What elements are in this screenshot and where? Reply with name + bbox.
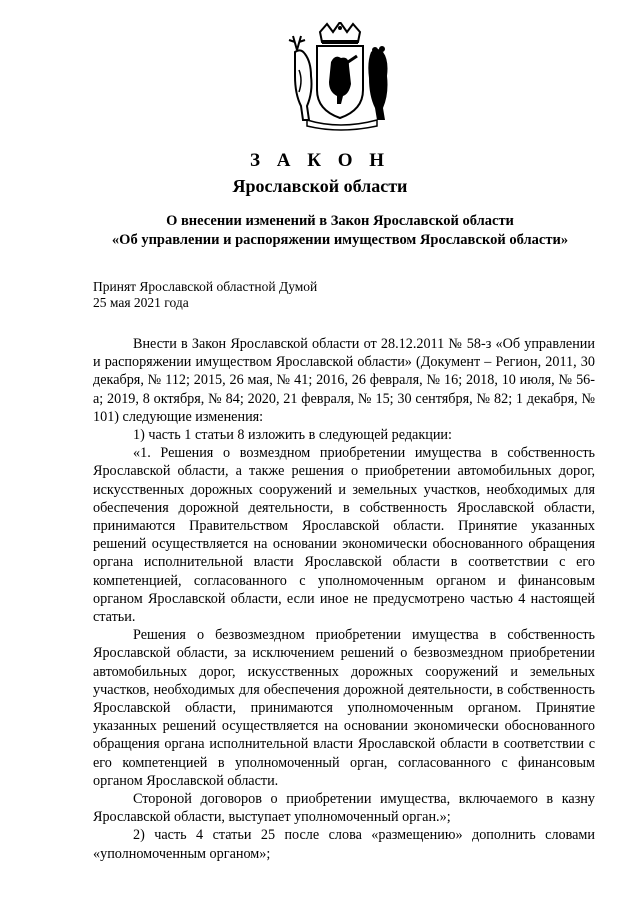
adoption-body: Принят Ярославской областной Думой xyxy=(93,279,318,294)
adoption-note xyxy=(93,279,317,311)
paragraph: «1. Решения о возмездном приобретении имущества в собственность Ярославской области, а также решения о приобретении автомобильных дорог, искусственных дорожных сооружений и земельных участков, необходимых для обеспечения дорожной деятельности, в собственность Ярославской области, принимаются Правительством Ярославской области. Принятие указанных решений осуществляется на основании экономически обоснованного обращения органа исполнительной власти Ярославской области в соответствии с его компетенцией, согласованного с уполномоченным органом и финансовым органом Ярославской области, если иное не предусмотрено частью 4 настоящей статьи. xyxy=(93,445,595,626)
paragraph: 1) часть 1 статьи 8 изложить в следующей редакции: xyxy=(133,427,452,444)
law-title: З А К О Н xyxy=(249,150,391,171)
paragraph: Решения о безвозмездном приобретении имущества в собственность Ярославской области, за исключением решений о безвозмездном приобретении автомобильных дорог, искусственных дорожных сооружений и земельных участков, необходимых для обеспечения дорожной деятельности, в собственность Ярославской области, принимаются уполномоченным органом. Принятие указанных решений осуществляется на основании экономически обоснованного обращения органа исполнительной власти Ярославской области в соответствии с его компетенцией в уполномоченный орган, согласованного с финансовым органом Ярославской области. xyxy=(93,627,595,789)
yaroslavl-coat-of-arms-icon xyxy=(285,22,395,132)
adoption-date: 25 мая 2021 года xyxy=(93,295,189,310)
law-subject-line-2: «Об управлении и распоряжении имуществом Ярославской области» xyxy=(111,232,569,248)
law-subject xyxy=(60,212,620,250)
law-body xyxy=(93,335,595,863)
law-subject-line-1: О внесении изменений в Закон Ярославской области xyxy=(166,213,514,229)
paragraph: Стороной договоров о приобретении имущества, включаемого в казну Ярославской области, выступает уполномоченный орган.»; xyxy=(93,791,595,826)
paragraph: 2) часть 4 статьи 25 после слова «размещению» дополнить словами «уполномоченным органом»; xyxy=(93,827,595,862)
law-region: Ярославской области xyxy=(232,176,408,196)
paragraph: Внести в Закон Ярославской области от 28.12.2011 № 58-з «Об управлении и распоряжении имуществом Ярославской области» (Документ – Регион, 2011, 30 декабря, № 112; 2015, 26 мая, № 41; 2016, 26 февраля, № 16; 2018, 10 июля, № 56-а; 2019, 8 октября, № 84; 2020, 21 февраля, № 15; 30 сентября, № 82; 1 декабря, № 101) следующие изменения: xyxy=(93,336,595,425)
